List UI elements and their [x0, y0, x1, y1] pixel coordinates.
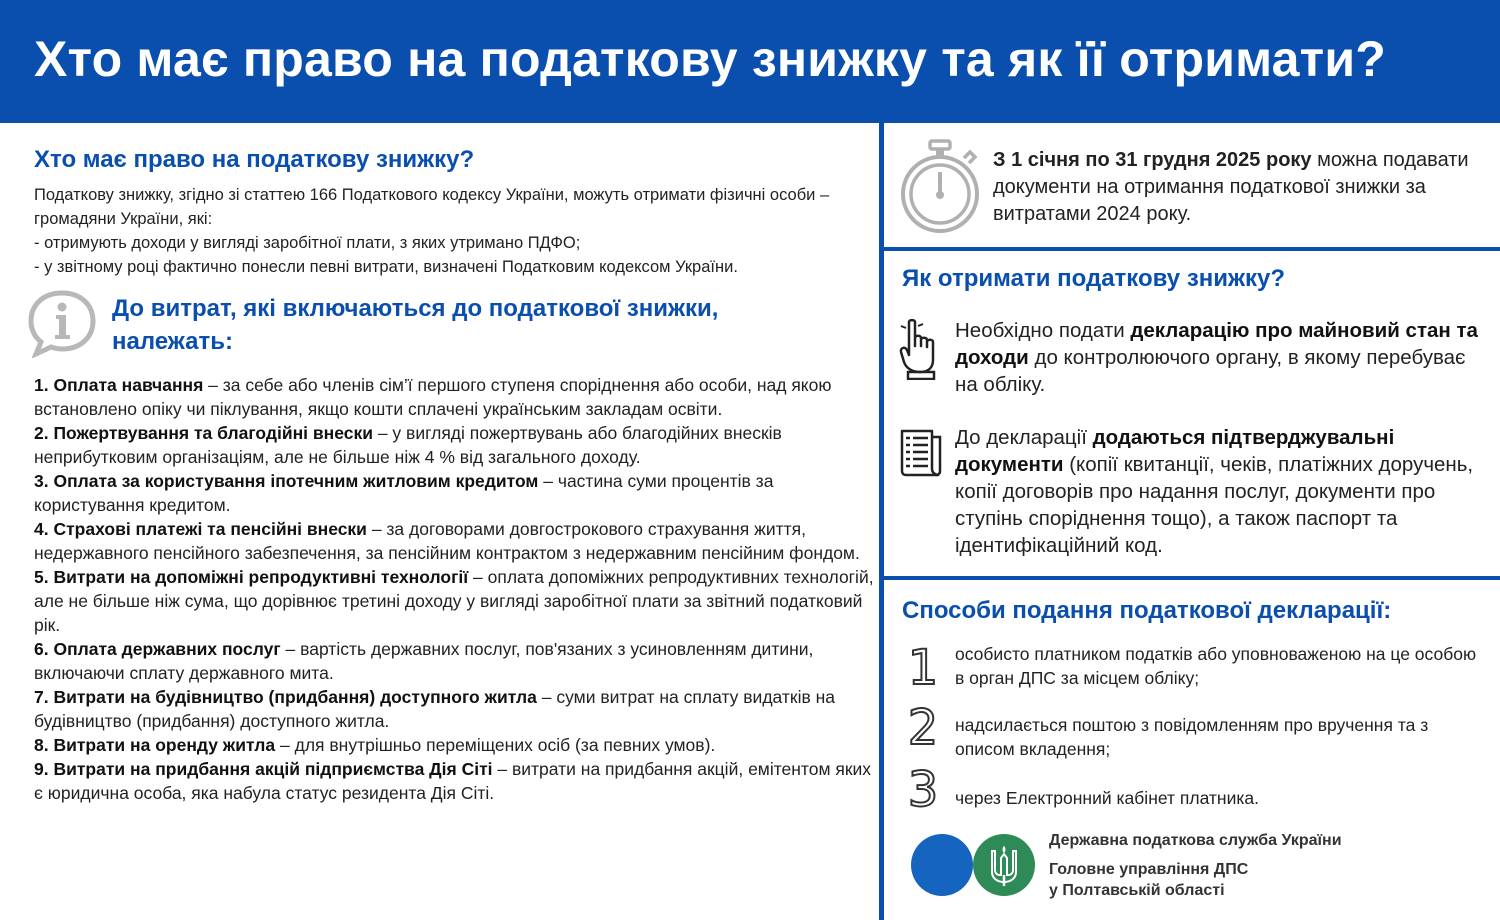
header-banner	[0, 0, 1500, 123]
submission-methods-heading: Способи подання податкової декларації:	[902, 597, 1392, 624]
list-item	[34, 373, 874, 421]
vertical-divider	[879, 123, 884, 920]
list-item	[34, 469, 874, 517]
expense-title: 3. Оплата за користування іпотечним житловим кредитом	[34, 471, 539, 491]
expense-text: – за договорами довгострокового страхування життя, недержавного пенсійного забезпечення, за пенсійним контрактом з недержавним пенсійним фондом.	[34, 519, 860, 563]
stopwatch-icon	[898, 138, 982, 234]
list-item	[34, 733, 874, 757]
expense-text: – у вигляді пожертвувань або благодійних внесків неприбутковим організаціям, але не більше ніж 4 % від загального доходу.	[34, 423, 782, 467]
intro-line: - у звітному році фактично понесли певні витрати, визначені Податковим кодексом України.	[34, 258, 738, 276]
list-item	[34, 565, 874, 637]
expense-title: 4. Страхові платежі та пенсійні внески	[34, 519, 367, 539]
step-text: Необхідно подати	[955, 319, 1131, 342]
expense-title: 2. Пожертвування та благодійні внески	[34, 423, 373, 443]
expenses-heading: До витрат, які включаються до податкової знижки, належать:	[112, 295, 719, 355]
period-text	[993, 147, 1488, 228]
expense-text: – частина суми процентів за користування кредитом.	[34, 471, 774, 515]
expense-title: 8. Витрати на оренду житла	[34, 735, 276, 755]
how-to-get-heading: Як отримати податкову знижку?	[902, 265, 1286, 292]
step-text: До декларації	[955, 426, 1093, 449]
horizontal-divider	[884, 576, 1500, 580]
expense-title: 1. Оплата навчання	[34, 375, 204, 395]
document-icon	[898, 425, 944, 477]
expense-title: 7. Витрати на будівництво (придбання) доступного житла	[34, 687, 537, 707]
pointing-hand-icon	[898, 318, 944, 380]
intro-text	[34, 183, 874, 279]
logo-subtitle	[1049, 859, 1349, 901]
period-description: можна подавати документи на отримання податкової знижки за витратами 2024 року.	[993, 149, 1469, 225]
expense-text: – для внутрішньо переміщених осіб (за певних умов).	[275, 735, 716, 755]
list-item	[34, 421, 874, 469]
submission-method: надсилається поштою з повідомленням про вручення та з описом вкладення;	[955, 715, 1429, 759]
step-highlight: додаються підтверджувальні документи	[955, 426, 1395, 476]
expense-title: 9. Витрати на придбання акцій підприємства Дія Сіті	[34, 759, 493, 779]
page-title: Хто має право на податкову знижку та як її отримати?	[34, 31, 1387, 87]
horizontal-divider	[884, 247, 1500, 251]
step-text: (копії квитанції, чеків, платіжних доручень, копії договорів про надання послуг, документи про ступінь споріднення тощо), а також паспорт та ідентифікаційний код.	[955, 453, 1474, 557]
step-text: до контролюючого органу, в якому перебуває на обліку.	[955, 346, 1466, 396]
intro-line: - отримують доходи у вигляді заробітної плати, з яких утримано ПДФО;	[34, 234, 581, 252]
trident-logo-icon	[973, 834, 1035, 896]
info-bubble-icon	[26, 288, 98, 358]
expense-text: – суми витрат на сплату видатків на будівництво (придбання) доступного житла.	[34, 687, 836, 731]
logo-line: у Полтавській області	[1049, 882, 1225, 899]
logo-title: Державна податкова служба України	[1049, 832, 1342, 849]
step-highlight: декларацію про майновий стан та доходи	[955, 319, 1478, 369]
list-item	[34, 637, 874, 685]
who-eligible-heading: Хто має право на податкову знижку?	[34, 146, 475, 173]
step-number: 2	[907, 700, 939, 756]
step-number: 1	[907, 640, 939, 696]
expense-text: – за себе або членів сім’ї першого ступеня споріднення або особи, над якою встановлено опіку чи піклування, якщо кошти сплачені українським закладам освіти.	[34, 375, 832, 419]
period-dates: З 1 січня по 31 грудня 2025 року	[993, 149, 1312, 171]
list-item	[34, 517, 874, 565]
expenses-list	[34, 373, 874, 805]
step-number: 3	[907, 762, 939, 818]
how-step-documents	[955, 424, 1485, 559]
submission-method: через Електронний кабінет платника.	[955, 788, 1260, 808]
expense-text: – оплата допоміжних репродуктивних технологій, але не більше ніж сума, що дорівнює третині доходу у вигляді заробітної плати за звітний податковий рік.	[34, 567, 874, 635]
how-step-declaration	[955, 317, 1485, 398]
logo-blue-circle	[911, 834, 973, 896]
list-item	[34, 685, 874, 733]
submission-method: особисто платником податків або уповноваженою на це особою в орган ДПС за місцем обліку;	[955, 644, 1477, 688]
logo-line: Головне управління ДПС	[1049, 861, 1249, 878]
expense-title: 6. Оплата державних послуг	[34, 639, 281, 659]
intro-line: Податкову знижку, згідно зі статтею 166 Податкового кодексу України, можуть отримати фізичні особи – громадяни України, які:	[34, 186, 830, 228]
list-item	[34, 757, 874, 805]
expense-text: – вартість державних послуг, пов'язаних з усиновленням дитини, включаючи сплату державного мита.	[34, 639, 814, 683]
expense-text: – витрати на придбання акцій, емітентом яких є юридична особа, яка набула статус резидента Дія Сіті.	[34, 759, 872, 803]
expense-title: 5. Витрати на допоміжні репродуктивні технології	[34, 567, 469, 587]
